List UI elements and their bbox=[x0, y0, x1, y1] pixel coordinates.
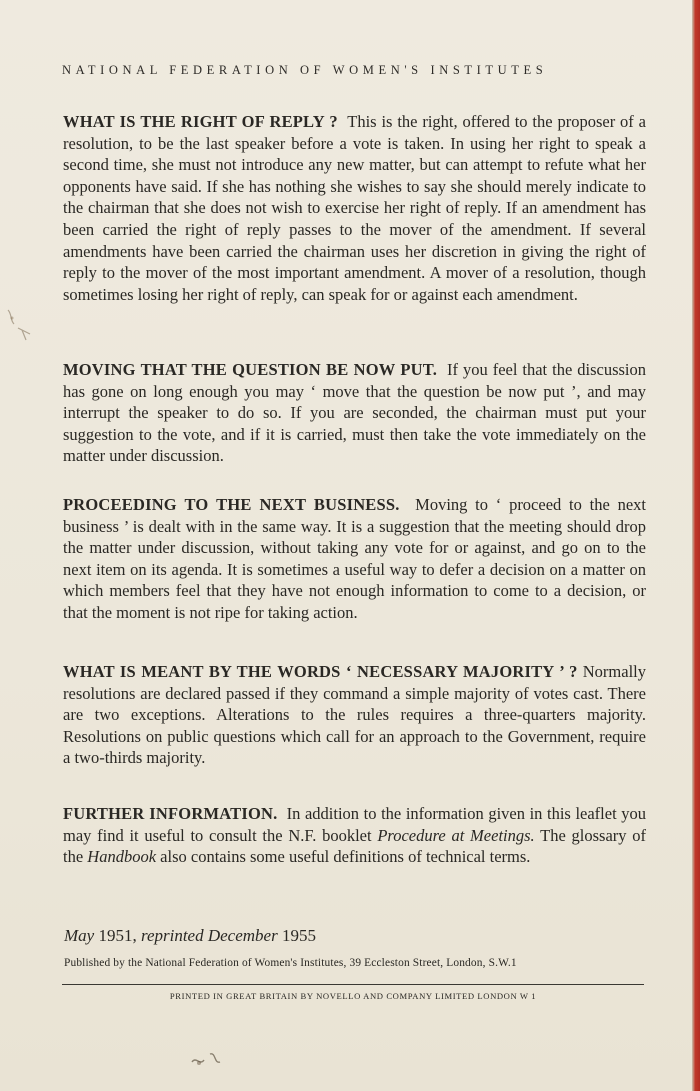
handwritten-mark bbox=[190, 1050, 230, 1068]
publication-date bbox=[64, 926, 316, 946]
section-heading: WHAT IS THE RIGHT OF REPLY ? bbox=[63, 112, 338, 131]
footer-divider bbox=[62, 984, 644, 985]
publisher-line: Published by the National Federation of Women's Institutes, 39 Eccleston Street, London, S.W.1 bbox=[64, 957, 517, 969]
date-reprint-year: 1955 bbox=[281, 926, 316, 945]
date-reprint: reprinted December bbox=[140, 926, 278, 945]
printer-line: PRINTED IN GREAT BRITAIN BY NOVELLO AND COMPANY LIMITED LONDON W 1 bbox=[169, 991, 537, 1001]
section-heading: MOVING THAT THE QUESTION BE NOW PUT. bbox=[63, 360, 438, 379]
section-right-of-reply bbox=[63, 111, 646, 305]
section-heading: FURTHER INFORMATION. bbox=[63, 804, 278, 823]
section-text: The glossary of the bbox=[63, 825, 646, 867]
date-month: May bbox=[64, 926, 95, 945]
handbook-title: Handbook bbox=[87, 847, 157, 867]
section-heading: PROCEEDING TO THE NEXT BUSINESS. bbox=[63, 495, 400, 514]
section-heading: WHAT IS MEANT BY THE WORDS ‘ NECESSARY MAJORITY ’ ? bbox=[63, 662, 578, 681]
date-year: 1951, bbox=[98, 926, 137, 945]
section-question-be-now-put bbox=[63, 359, 646, 467]
section-text: Normally resolutions are declared passed if they command a simple majority of votes cast. There are two exceptions. Alterations to the rules requires a three-quarters majority. Resolutions on public questions which call for an approach to the Government, require a two-thirds majority. bbox=[63, 662, 646, 768]
publication-header: NATIONAL FEDERATION OF WOMEN'S INSTITUTES bbox=[62, 63, 548, 77]
section-text: This is the right, offered to the proposer of a resolution, to be the last speaker before a vote is taken. In using her right to speak a second time, she must not introduce any new matter, but can attempt to refute what her opponents have said. If she has nothing she wishes to say she should merely indicate to the chairman that she does not wish to exercise her right of reply. If an amendment has been carried the right of reply passes to the mover of the amendment. If several amendments have been carried the chairman uses her discretion in giving the right of reply to the mover of the most important amendment. A mover of a resolution, though sometimes losing her right of reply, can speak for or against each amendment. bbox=[63, 112, 646, 304]
section-text: Moving to ‘ proceed to the next business ’ is dealt with in the same way. It is a suggestion that the meeting should drop the matter under discussion, without taking any vote for or against, and go on to the next item on its agenda. It is sometimes a useful way to defer a decision on a matter on which members feel that they have not enough information to come to a decision, or that the moment is not ripe for taking action. bbox=[63, 495, 647, 622]
section-text: In addition to the information given in this leaflet you may find it useful to consult the N.F. booklet bbox=[63, 804, 647, 845]
section-text: also contains some useful definitions of technical terms. bbox=[160, 847, 531, 867]
section-necessary-majority bbox=[63, 661, 646, 769]
booklet-title: Procedure at Meetings. bbox=[377, 825, 535, 845]
section-further-information bbox=[63, 803, 646, 868]
section-next-business bbox=[63, 494, 646, 624]
paper-stain-mark bbox=[0, 300, 40, 350]
section-text: If you feel that the discussion has gone on long enough you may ‘ move that the question be now put ’, and may interrupt the speaker to do so. If you are seconded, the chairman must put your suggestion to the vote, and if it is carried, must then take the vote immediately on the matter under discussion. bbox=[63, 360, 647, 466]
red-binding-edge bbox=[692, 0, 700, 1091]
